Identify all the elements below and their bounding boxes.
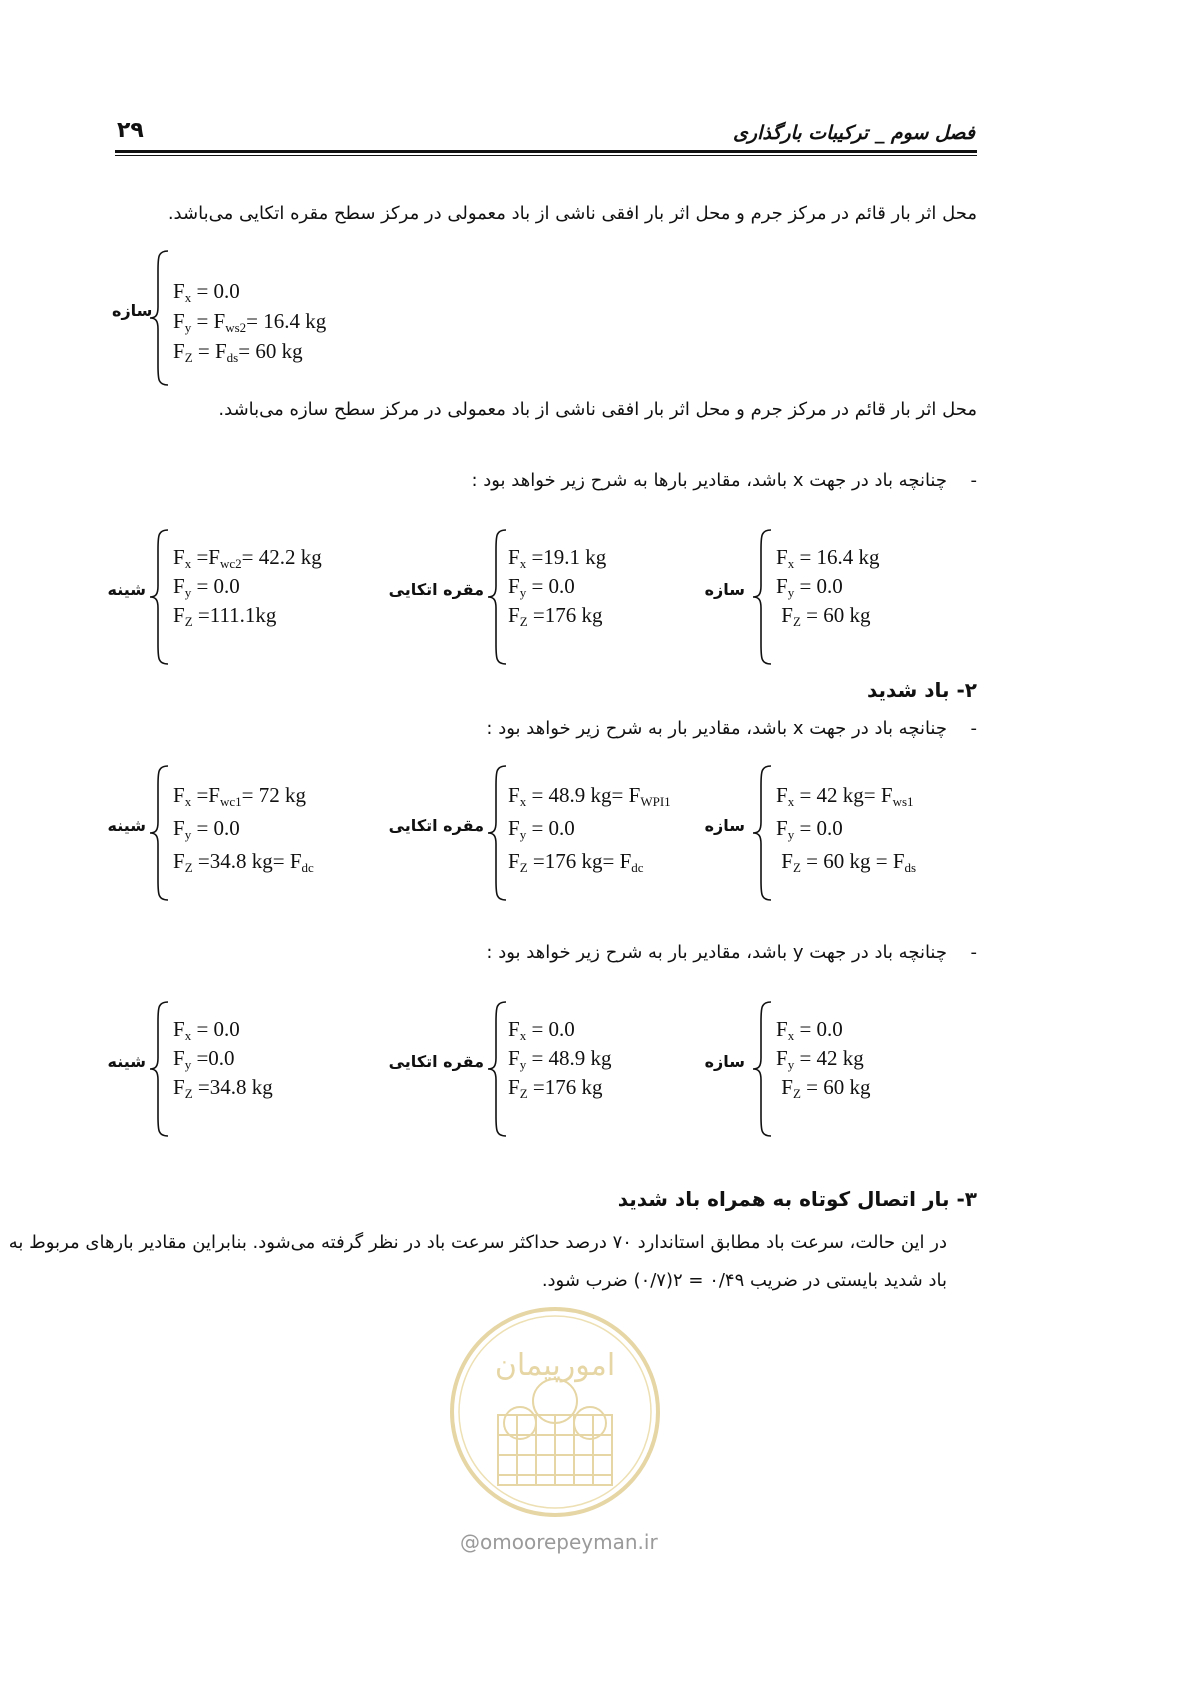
equation-fz: $F_Z = 60$ kg <box>776 603 871 629</box>
equation-fy: $F_y = 0.0$ <box>173 816 240 842</box>
equation-fz: $F_Z =176$ kg <box>508 603 603 629</box>
equation-fx: $F_x = 0.0$ <box>508 1017 575 1043</box>
watermark-logo-text: امورپیمان <box>494 1348 616 1383</box>
equation-fz: $F_Z = 60$ kg <box>776 1075 871 1101</box>
equation-fx: $F_x = 0.0$ <box>173 1017 240 1043</box>
equation-group <box>173 779 314 878</box>
curly-brace <box>148 764 172 902</box>
eq-label-insulator: مقره اتکایی <box>388 1052 484 1071</box>
equation-fx: $F_x = 0.0$ <box>776 1017 843 1043</box>
eq-label-structure: سازه <box>704 580 745 599</box>
bullet-dash: - <box>970 718 977 739</box>
equation-fz: $F_Z = 60$ kg = $F_{ds}$ <box>776 849 917 875</box>
equation-fy: $F_y = 0.0$ <box>776 816 843 842</box>
watermark-url: @omoorepeyman.ir <box>460 1530 658 1554</box>
eq-label-structure: سازه <box>704 1052 745 1071</box>
equation-fx: $F_x =19.1$ kg <box>508 545 607 571</box>
watermark-logo <box>448 1305 662 1519</box>
equation-fz: $F_Z =34.8$ kg <box>173 1075 273 1101</box>
equation-fx: $F_x = 0.0$ <box>173 279 240 305</box>
section-heading-2: ۲- باد شدید <box>866 678 977 702</box>
equation-fx: $F_x =F_{wc1}= 72$ kg <box>173 783 306 809</box>
equation-fy: $F_y = 0.0$ <box>173 574 240 600</box>
equation-fy: $F_y = 42$ kg <box>776 1046 864 1072</box>
equation-group <box>508 1015 612 1102</box>
equation-fy: $F_y = 48.9$ kg <box>508 1046 612 1072</box>
equation-fy: $F_y = 0.0$ <box>508 574 575 600</box>
curly-brace <box>148 249 172 387</box>
equation-group <box>173 276 326 366</box>
curly-brace <box>148 1000 172 1138</box>
eq-label-insulator: مقره اتکایی <box>388 580 484 599</box>
eq-label-structure: سازه <box>112 301 153 320</box>
equation-fz: $F_Z =176$ $kg= F_{dc}$ <box>508 849 644 875</box>
equation-group <box>508 543 606 630</box>
bullet-2-text: چنانچه باد در جهت x باشد، مقادیر بار به شرح زیر خواهد بود : <box>486 718 947 739</box>
bullet-dash: - <box>970 470 977 491</box>
paragraph-3-line-1: در این حالت، سرعت باد مطابق استاندارد ۷۰ درصد حداکثر سرعت باد در نظر گرفته می‌شود. بنابراین مقادیر بارهای مربوط به <box>8 1232 947 1253</box>
curly-brace <box>751 764 775 902</box>
equation-fx: $F_x = 48.9$ $kg= F_{WPI1}$ <box>508 783 671 809</box>
curly-brace <box>486 528 510 666</box>
header-rule-thick <box>115 150 977 153</box>
eq-label-insulator: مقره اتکایی <box>388 816 484 835</box>
equation-group <box>776 1015 870 1102</box>
eq-label-busbar: شینه <box>107 816 146 835</box>
equation-group <box>508 779 671 878</box>
equation-fz: $F_Z =176$ kg <box>508 1075 603 1101</box>
bullet-dash: - <box>970 942 977 963</box>
equation-fy: $F_y = F_{ws2}= 16.4$ kg <box>173 309 327 335</box>
eq-label-busbar: شینه <box>107 580 146 599</box>
bullet-3-text: چنانچه باد در جهت y باشد، مقادیر بار به شرح زیر خواهد بود : <box>486 942 947 963</box>
paragraph-2: محل اثر بار قائم در مرکز جرم و محل اثر بار افقی ناشی از باد معمولی در مرکز سطح سازه می‌باشد. <box>218 399 977 420</box>
equation-fy: $F_y = 0.0$ <box>508 816 575 842</box>
paragraph-3-line-2: باد شدید بایستی در ضریب ۰/۴۹ = ۲(۰/۷) ضرب شود. <box>541 1270 947 1291</box>
equation-fz: $F_Z =34.8$ $kg= F_{dc}$ <box>173 849 314 875</box>
section-heading-3: ۳- بار اتصال کوتاه به همراه باد شدید <box>617 1187 977 1211</box>
paragraph-1: محل اثر بار قائم در مرکز جرم و محل اثر بار افقی ناشی از باد معمولی در مرکز سطح مقره اتکایی می‌باشد. <box>167 203 977 224</box>
chapter-title: فصل سوم _ ترکیبات بارگذاری <box>733 122 975 144</box>
eq-label-structure: سازه <box>704 816 745 835</box>
page-number: ۲۹ <box>117 118 144 143</box>
equation-fz: $F_Z =111.1kg$ <box>173 603 277 629</box>
equation-fx: $F_x = 16.4$ kg <box>776 545 880 571</box>
equation-fy: $F_y =0.0$ <box>173 1046 235 1072</box>
curly-brace <box>751 528 775 666</box>
equation-fx: $F_x = 42$ $kg= F_{ws1}$ <box>776 783 914 809</box>
equation-group <box>173 543 322 630</box>
curly-brace <box>486 764 510 902</box>
curly-brace <box>148 528 172 666</box>
equation-group <box>173 1015 273 1102</box>
eq-label-busbar: شینه <box>107 1052 146 1071</box>
bullet-1-text: چنانچه باد در جهت x باشد، مقادیر بارها به شرح زیر خواهد بود : <box>471 470 947 491</box>
curly-brace <box>486 1000 510 1138</box>
equation-group <box>776 779 916 878</box>
equation-fy: $F_y = 0.0$ <box>776 574 843 600</box>
curly-brace <box>751 1000 775 1138</box>
equation-group <box>776 543 880 630</box>
equation-fz: $F_Z = F_{ds}= 60$ kg <box>173 339 303 365</box>
equation-fx: $F_x =F_{wc2}= 42.2$ kg <box>173 545 322 571</box>
header-rule-thin <box>115 155 977 156</box>
